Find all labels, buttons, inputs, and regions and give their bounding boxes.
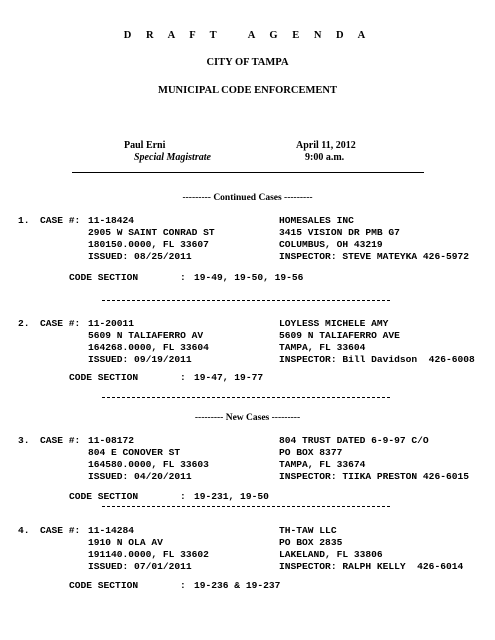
owner-city: TAMPA, FL 33674 — [279, 459, 366, 470]
issued-date: ISSUED: 09/19/2011 — [88, 354, 192, 365]
case-label: CASE #: — [40, 435, 81, 446]
property-address: 5609 N TALIAFERRO AV — [88, 330, 204, 341]
case-id: 11-14284 — [88, 525, 135, 536]
document-title: D R A F T A G E N D A — [123, 30, 372, 41]
magistrate-name: Paul Erni — [124, 140, 166, 151]
owner-city: COLUMBUS, OH 43219 — [279, 239, 383, 250]
issued-date: ISSUED: 04/20/2011 — [88, 471, 192, 482]
owner-address: PO BOX 2835 — [279, 537, 343, 548]
hearing-date: April 11, 2012 — [296, 140, 356, 151]
owner-address: 5609 N TALIAFERRO AVE — [279, 330, 400, 341]
issued-date: ISSUED: 07/01/2011 — [88, 561, 192, 572]
owner-name: TH-TAW LLC — [279, 525, 337, 536]
code-section-value: 19-231, 19-50 — [194, 491, 269, 502]
header-divider — [72, 172, 424, 173]
inspector: INSPECTOR: RALPH KELLY 426-6014 — [279, 561, 464, 572]
owner-address: 3415 VISION DR PMB G7 — [279, 227, 400, 238]
code-section-value: 19-47, 19-77 — [194, 372, 264, 383]
code-section-label: CODE SECTION — [69, 272, 139, 283]
code-section-label: CODE SECTION — [69, 372, 139, 383]
code-section-label: CODE SECTION — [69, 491, 139, 502]
department-name: MUNICIPAL CODE ENFORCEMENT — [158, 85, 337, 96]
continued-cases-heading: --------- Continued Cases --------- — [182, 193, 313, 203]
city-name: CITY OF TAMPA — [206, 57, 289, 68]
inspector: INSPECTOR: Bill Davidson 426-6008 — [279, 354, 475, 365]
case-number-index: 2. — [18, 318, 30, 329]
property-address: 804 E CONOVER ST — [88, 447, 181, 458]
case-number-index: 3. — [18, 435, 30, 446]
new-cases-heading: --------- New Cases --------- — [194, 413, 301, 423]
case-id: 11-18424 — [88, 215, 135, 226]
owner-city: LAKELAND, FL 33806 — [279, 549, 383, 560]
owner-name: HOMESALES INC — [279, 215, 354, 226]
code-section-colon: : — [180, 580, 186, 591]
issued-date: ISSUED: 08/25/2011 — [88, 251, 192, 262]
property-folio: 164268.0000, FL 33604 — [88, 342, 209, 353]
owner-name: 804 TRUST DATED 6-9-97 C/O — [279, 435, 429, 446]
code-section-colon: : — [180, 491, 186, 502]
hearing-time: 9:00 a.m. — [305, 152, 345, 163]
owner-city: TAMPA, FL 33604 — [279, 342, 366, 353]
property-folio: 164580.0000, FL 33603 — [88, 459, 209, 470]
case-divider — [102, 397, 390, 398]
case-id: 11-20011 — [88, 318, 135, 329]
code-section-label: CODE SECTION — [69, 580, 139, 591]
code-section-value: 19-236 & 19-237 — [194, 580, 281, 591]
inspector: INSPECTOR: STEVE MATEYKA 426-5972 — [279, 251, 469, 262]
code-section-value: 19-49, 19-50, 19-56 — [194, 272, 304, 283]
case-label: CASE #: — [40, 318, 81, 329]
case-divider — [102, 300, 390, 301]
case-label: CASE #: — [40, 215, 81, 226]
property-folio: 191140.0000, FL 33602 — [88, 549, 209, 560]
property-folio: 180150.0000, FL 33607 — [88, 239, 209, 250]
case-id: 11-08172 — [88, 435, 135, 446]
property-address: 1910 N OLA AV — [88, 537, 163, 548]
code-section-colon: : — [180, 372, 186, 383]
case-divider — [102, 506, 390, 507]
owner-name: LOYLESS MICHELE AMY — [279, 318, 389, 329]
case-number-index: 1. — [18, 215, 30, 226]
inspector: INSPECTOR: TIIKA PRESTON 426-6015 — [279, 471, 469, 482]
owner-address: PO BOX 8377 — [279, 447, 343, 458]
magistrate-title: Special Magistrate — [134, 152, 211, 163]
code-section-colon: : — [180, 272, 186, 283]
case-number-index: 4. — [18, 525, 30, 536]
case-label: CASE #: — [40, 525, 81, 536]
property-address: 2905 W SAINT CONRAD ST — [88, 227, 215, 238]
